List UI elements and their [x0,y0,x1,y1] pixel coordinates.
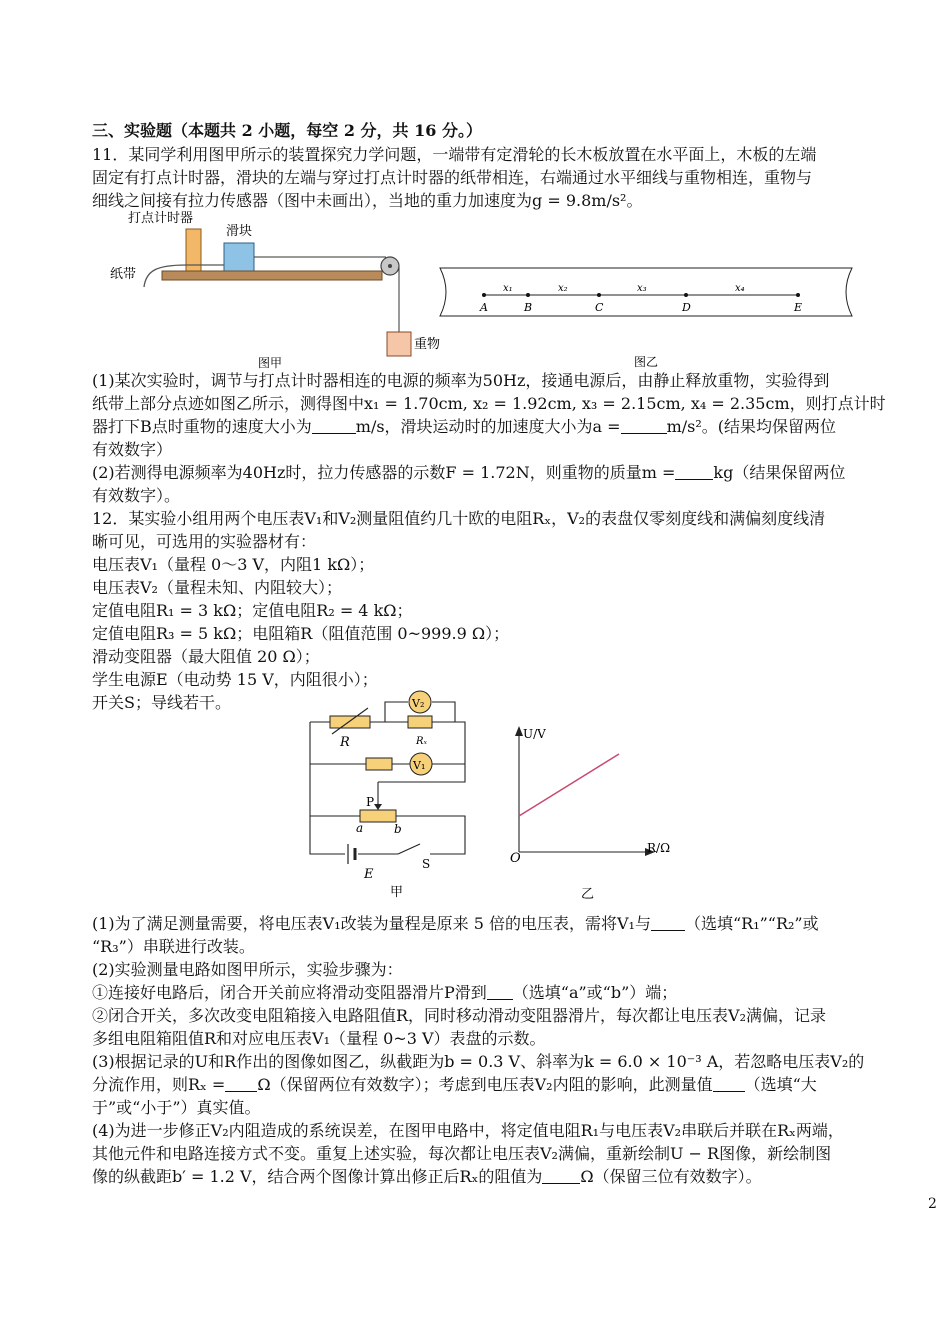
q12-p4-line3 [92,1166,892,1188]
page-number: 2 [928,1196,937,1212]
answer-blank-acceleration[interactable] [621,419,667,434]
q12-p1-text-a: (1)为了满足测量需要，将电压表V₁改装为量程是原来 5 倍的电压表，需将V₁与 [92,914,651,933]
q11-p2-text-b: kg（结果保留两位 [713,463,846,482]
label-rx: Rₓ [416,736,428,747]
q11-p1-text-c: m/s²。(结果均保留两位 [666,417,837,436]
q12-intro-line1: 12．某实验小组用两个电压表V₁和V₂测量阻值约几十欧的电阻Rₓ，V₂的表盘仅零刻度线和满偏刻度线清 [92,509,826,528]
point-e: E [794,301,803,314]
slider-block [224,243,254,271]
equipment-item: 电压表V₂（量程未知、内阻较大）； [92,578,342,597]
label-b: b [394,822,402,836]
equipment-item: 定值电阻R₃ = 5 kΩ；电阻箱R（阻值范围 0~999.9 Ω）； [92,624,510,643]
ur-graph [505,722,685,902]
q12-p2-line1: (2)实验测量电路如图甲所示，实验步骤为： [92,960,403,979]
q11-intro-text: 细线之间接有拉力传感器（图中未画出），当地的重力加速度为 [92,191,533,210]
equipment-item: 开关S；导线若干。 [92,693,231,712]
tape-figure [432,264,857,370]
q12-p2-text-a: ①连接好电路后，闭合开关前应将滑动变阻器滑片P滑到 [92,983,487,1002]
q11-p1-text-b: m/s，滑块运动时的加速度大小为a = [355,417,621,436]
q11-p1-line4: 有效数字） [92,440,173,459]
y-axis-arrow [515,726,523,736]
apparatus-figure [100,205,460,370]
q12-p2-line2 [92,982,892,1004]
label-r: R [340,735,350,750]
q11-intro-line2: 固定有打点计时器，滑块的左端与穿过打点计时器的纸带相连，右端通过水平细线与重物相连，重物与 [92,168,813,187]
label-p: P [366,795,375,809]
equipment-item: 滑动变阻器（最大阻值 20 Ω）； [92,647,320,666]
q12-p3-line1: (3)根据记录的U和R作出的图像如图乙，纵截距为b = 0.3 V、斜率为k = 6.0 × 10⁻³ A，若忽略电压表V₂的 [92,1052,865,1071]
label-v2: V₂ [412,697,425,710]
weight-label: 重物 [414,337,441,352]
q12-p2-text-b: （选填“a”或“b”）端； [512,983,678,1002]
point-b: B [524,301,533,314]
q12-p1-text-b: （选填“R₁”“R₂”或 [684,914,819,933]
timer-label: 打点计时器 [128,211,194,226]
tape-label: 纸带 [110,267,137,282]
wooden-board [162,271,382,280]
q12-p4-text-b: Ω（保留三位有效数字）。 [580,1167,762,1186]
point-d: D [682,301,691,314]
q11-p1-line1: (1)某次实验时，调节与打点计时器相连的电源的频率为50Hz，接通电源后，由静止释放重物，实验得到 [92,371,830,390]
segment-x2: x₂ [558,283,568,294]
q11-p1-text-a: 器打下B点时重物的速度大小为 [92,417,312,436]
q11-intro-line1: 11．某同学利用图甲所示的装置探究力学问题，一端带有定滑轮的长木板放置在水平面上，木板的左端 [92,145,817,164]
resistor-box-r [330,716,370,728]
sliding-rheostat [360,810,396,822]
graph-xlabel: R/Ω [647,841,671,855]
section-title: 三、实验题（本题共 2 小题，每空 2 分，共 16 分。） [92,121,482,140]
q11-p1-line2: 纸带上部分点迹如图乙所示，测得图中x₁ = 1.70cm, x₂ = 1.92cm, x₃ = 2.15cm, x₄ = 2.35cm，则打点计时 [92,394,886,413]
segment-x1: x₁ [503,283,513,294]
q11-p2-line1 [92,462,892,484]
circuit-caption: 甲 [390,885,404,900]
resistor-rx [408,716,432,728]
figure-b-caption: 图乙 [634,355,659,369]
graph-caption: 乙 [581,887,595,902]
figure-a-caption: 图甲 [258,356,283,370]
label-s: S [422,857,431,871]
slider-label: 滑块 [226,224,253,239]
q12-p3-text-b: Ω（保留两位有效数字）；考虑到电压表V₂内阻的影响，此测量值 [257,1075,713,1094]
q11-p2-text-a: (2)若测得电源频率为40Hz时，拉力传感器的示数F = 1.72N，则重物的质量m = [92,463,676,482]
slider-p-arrow [374,804,382,810]
equipment-item: 电压表V₁（量程 0～3 V，内阻1 kΩ）； [92,555,375,574]
answer-blank-velocity[interactable] [312,419,356,434]
q11-p2-line2: 有效数字）。 [92,486,181,505]
q12-p4-line2: 其他元件和电路连接方式不变。重复上述实验，每次都让电压表V₂满偏，重新绘制U − R图像，新绘制图 [92,1144,832,1163]
segment-x3: x₃ [637,283,647,294]
q12-p4-text-a: 像的纵截距b′ = 1.2 V，结合两个图像计算出修正后Rₓ的阻值为 [92,1167,543,1186]
answer-blank-rx[interactable] [225,1077,257,1092]
q12-p1-line2: “R₃”）串联进行改装。 [92,937,255,956]
graph-origin: O [510,851,521,866]
q12-p3-text-a: 分流作用，则Rₓ = [92,1075,226,1094]
point-c: C [595,301,604,314]
q12-p3-line2 [92,1074,892,1096]
q12-p2-line4: 多组电阻箱阻值R和对应电压表V₁（量程 0~3 V）表盘的示数。 [92,1029,546,1048]
q11-gravity-value: g = 9.8m/s²。 [532,191,643,210]
answer-blank-compare[interactable] [713,1077,745,1092]
q11-p1-line3 [92,416,892,438]
q12-intro-line2: 晰可见，可选用的实验器材有： [92,532,317,551]
circuit-diagram [300,684,480,902]
answer-blank-mass[interactable] [675,465,713,480]
q12-p2-line3: ②闭合开关，多次改变电阻箱接入电路阻值R，同时移动滑动变阻器滑片，每次都让电压表V₂满偏，记录 [92,1006,827,1025]
q12-p3-line3: 于”或“小于”）真实值。 [92,1098,261,1117]
point-a: A [480,301,488,314]
label-v1: V₁ [413,759,426,772]
data-line [519,754,619,816]
graph-ylabel: U/V [523,727,546,741]
label-e: E [364,867,374,882]
answer-blank-corrected-rx[interactable] [542,1169,580,1184]
weight-block [387,332,411,356]
resistor-fixed [366,758,392,770]
q12-p4-line1: (4)为进一步修正V₂内阻造成的系统误差，在图甲电路中，将定值电阻R₁与电压表V₂串联后并联在Rₓ两端， [92,1121,844,1140]
equipment-item: 学生电源E（电动势 15 V，内阻很小）； [92,670,378,689]
label-a: a [356,821,364,835]
answer-blank-resistor-choice[interactable] [651,916,685,931]
q12-p3-text-c: （选填“大 [744,1075,817,1094]
q12-p1-line1 [92,913,892,935]
equipment-item: 定值电阻R₁ = 3 kΩ；定值电阻R₂ = 4 kΩ； [92,601,413,620]
answer-blank-slider-end[interactable] [487,985,513,1000]
segment-x4: x₄ [735,283,745,294]
pulley-axle [388,264,392,268]
